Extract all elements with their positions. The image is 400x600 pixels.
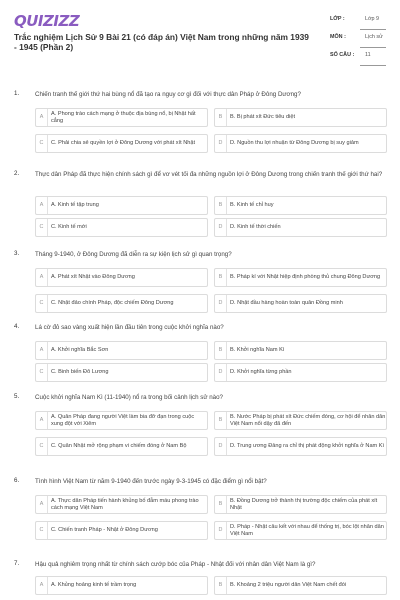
question-text: Tháng 9-1940, ở Đông Dương đã diễn ra sự kiện lịch sử gì quan trọng? xyxy=(35,251,232,258)
meta-class-line xyxy=(360,29,386,30)
option-text: B. Khoảng 2 triệu người dân Việt Nam chết đói xyxy=(230,582,347,589)
option-text: C. Kinh tế mới xyxy=(51,224,87,231)
option-letter: A xyxy=(36,412,48,429)
option-b[interactable] xyxy=(214,268,387,287)
option-text: B. Kinh tế chỉ huy xyxy=(230,202,274,209)
meta-class xyxy=(330,14,386,32)
option-letter: C xyxy=(36,522,48,539)
option-d[interactable] xyxy=(214,218,387,237)
option-letter: D xyxy=(215,438,227,455)
option-letter: C xyxy=(36,295,48,312)
option-text: D. Kinh tế thời chiến xyxy=(230,224,281,231)
option-letter: B xyxy=(215,342,227,359)
option-text: A. Phát xít Nhật vào Đông Dương xyxy=(51,274,135,281)
question-text: Tình hình Việt Nam từ năm 9-1940 đến trước ngày 9-3-1945 có đặc điểm gì nổi bật? xyxy=(35,478,267,485)
question-number: 4. xyxy=(14,323,20,330)
option-letter: B xyxy=(215,109,227,126)
option-text: C. Phải chia sẻ quyền lợi ở Đông Dương với phát xít Nhật xyxy=(51,140,196,147)
option-letter: A xyxy=(36,197,48,214)
option-letter: B xyxy=(215,197,227,214)
option-d[interactable] xyxy=(214,363,387,382)
option-b[interactable] xyxy=(214,411,387,430)
question-text: Chiến tranh thế giới thứ hai bùng nổ đã tạo ra nguy cơ gì đối với thực dân Pháp ở Đông Dương? xyxy=(35,91,301,98)
worksheet-title: Trắc nghiệm Lịch Sử 9 Bài 21 (có đáp án) Việt Nam trong những năm 1939 - 1945 (Phần 2) xyxy=(14,32,309,52)
option-text: D. Trung ương Đảng ra chỉ thị phát động khởi nghĩa ở Nam Kì xyxy=(230,443,385,450)
meta-subject-label: MÔN : xyxy=(330,34,346,40)
meta-count xyxy=(330,50,386,68)
option-text: D. Khởi nghĩa từng phần xyxy=(230,369,292,376)
question-text: Hậu quả nghiêm trọng nhất từ chính sách cướp bóc của Pháp - Nhật đối với nhân dân Việt Nam là gì? xyxy=(35,561,316,568)
option-c[interactable] xyxy=(35,437,208,456)
worksheet-meta xyxy=(330,14,386,68)
option-c[interactable] xyxy=(35,294,208,313)
option-text: A. Kinh tế tập trung xyxy=(51,202,99,209)
option-a[interactable] xyxy=(35,341,208,360)
question-text: Lá cờ đỏ sao vàng xuất hiện lần đầu tiên trong cuộc khởi nghĩa nào? xyxy=(35,324,224,331)
option-letter: C xyxy=(36,364,48,381)
option-letter: C xyxy=(36,219,48,236)
option-text: C. Binh biến Đô Lương xyxy=(51,369,109,376)
question-number: 1. xyxy=(14,90,20,97)
option-letter: D xyxy=(215,295,227,312)
option-text: D. Nhật đầu hàng hoàn toàn quân Đồng minh xyxy=(230,300,343,307)
option-letter: C xyxy=(36,438,48,455)
option-text: A. Thực dân Pháp tiến hành khủng bố đẫm máu phong trào cách mạng Việt Nam xyxy=(51,497,199,511)
option-text: B. Pháp kí với Nhật hiệp định phòng thủ chung Đông Dương xyxy=(230,274,381,281)
option-letter: B xyxy=(215,412,227,429)
option-letter: B xyxy=(215,577,227,594)
option-letter: D xyxy=(215,219,227,236)
option-text: B. Khởi nghĩa Nam Kì xyxy=(230,347,285,354)
option-text: A. Quân Pháp đang người Việt làm bia đỡ đạn trong cuộc xung đột với Xiêm xyxy=(51,413,195,427)
option-letter: C xyxy=(36,135,48,152)
option-letter: D xyxy=(215,135,227,152)
question-text: Thực dân Pháp đã thực hiện chính sách gì để vơ vét tối đa những nguồn lợi ở Đông Dương trong chiến tranh thế giới thứ hai? xyxy=(35,171,383,178)
option-a[interactable] xyxy=(35,108,208,127)
option-c[interactable] xyxy=(35,134,208,153)
meta-count-value: 11 xyxy=(365,52,371,58)
question-number: 6. xyxy=(14,477,20,484)
meta-class-label: LỚP : xyxy=(330,16,345,22)
option-d[interactable] xyxy=(214,134,387,153)
question-number: 5. xyxy=(14,393,20,400)
meta-subject-value: Lịch sử xyxy=(365,34,383,40)
option-a[interactable] xyxy=(35,576,208,595)
option-letter: D xyxy=(215,522,227,539)
option-a[interactable] xyxy=(35,268,208,287)
option-text: C. Chiến tranh Pháp - Nhật ở Đông Dương xyxy=(51,527,158,534)
meta-count-line xyxy=(360,65,386,66)
option-text: B. Bị phát xít Đức tiêu diệt xyxy=(230,114,295,121)
option-letter: A xyxy=(36,496,48,513)
option-b[interactable] xyxy=(214,341,387,360)
option-text: B. Nước Pháp bị phát xít Đức chiếm đóng, cơ hội để nhân dân Việt Nam nổi dậy đã đến xyxy=(230,413,386,427)
meta-count-label: SỐ CÂU : xyxy=(330,52,355,58)
option-text: B. Đồng Dương trở thành thị trường độc chiếm của phát xít Nhật xyxy=(230,497,378,511)
option-text: C. Nhật đảo chính Pháp, độc chiếm Đông Dương xyxy=(51,300,174,307)
option-d[interactable] xyxy=(214,294,387,313)
option-b[interactable] xyxy=(214,495,387,514)
option-text: D. Nguồn thu lợi nhuận từ Đông Dương bị suy giảm xyxy=(230,140,359,147)
meta-subject xyxy=(330,32,386,50)
quizizz-logo: QUIZIZZ xyxy=(14,12,80,30)
meta-subject-line xyxy=(360,47,386,48)
option-text: A. Phong trào cách mạng ở thuộc địa bùng nổ, bị Nhật hất cẳng xyxy=(51,110,196,124)
option-d[interactable] xyxy=(214,437,387,456)
question-number: 2. xyxy=(14,170,20,177)
option-letter: A xyxy=(36,342,48,359)
option-b[interactable] xyxy=(214,108,387,127)
question-number: 7. xyxy=(14,560,20,567)
option-c[interactable] xyxy=(35,363,208,382)
option-text: C. Quân Nhật mở rộng phạm vi chiếm đóng ở Nam Bộ xyxy=(51,443,187,450)
option-letter: D xyxy=(215,364,227,381)
question-number: 3. xyxy=(14,250,20,257)
option-b[interactable] xyxy=(214,196,387,215)
option-letter: A xyxy=(36,577,48,594)
option-a[interactable] xyxy=(35,495,208,514)
option-c[interactable] xyxy=(35,218,208,237)
option-c[interactable] xyxy=(35,521,208,540)
worksheet-header xyxy=(0,0,400,72)
option-text: A. Khủng hoảng kinh tế trầm trọng xyxy=(51,582,137,589)
option-letter: A xyxy=(36,269,48,286)
option-letter: A xyxy=(36,109,48,126)
option-text: D. Pháp - Nhật câu kết với nhau để thống trị, bóc lột nhân dân Việt Nam xyxy=(230,523,384,537)
option-letter: B xyxy=(215,269,227,286)
option-text: A. Khởi nghĩa Bắc Sơn xyxy=(51,347,109,354)
question-text: Cuộc khởi nghĩa Nam Kì (11-1940) nổ ra trong bối cảnh lịch sử nào? xyxy=(35,394,223,401)
option-b[interactable] xyxy=(214,576,387,595)
option-d[interactable] xyxy=(214,521,387,540)
meta-class-value: Lớp 9 xyxy=(365,16,380,22)
option-a[interactable] xyxy=(35,411,208,430)
option-letter: B xyxy=(215,496,227,513)
option-a[interactable] xyxy=(35,196,208,215)
